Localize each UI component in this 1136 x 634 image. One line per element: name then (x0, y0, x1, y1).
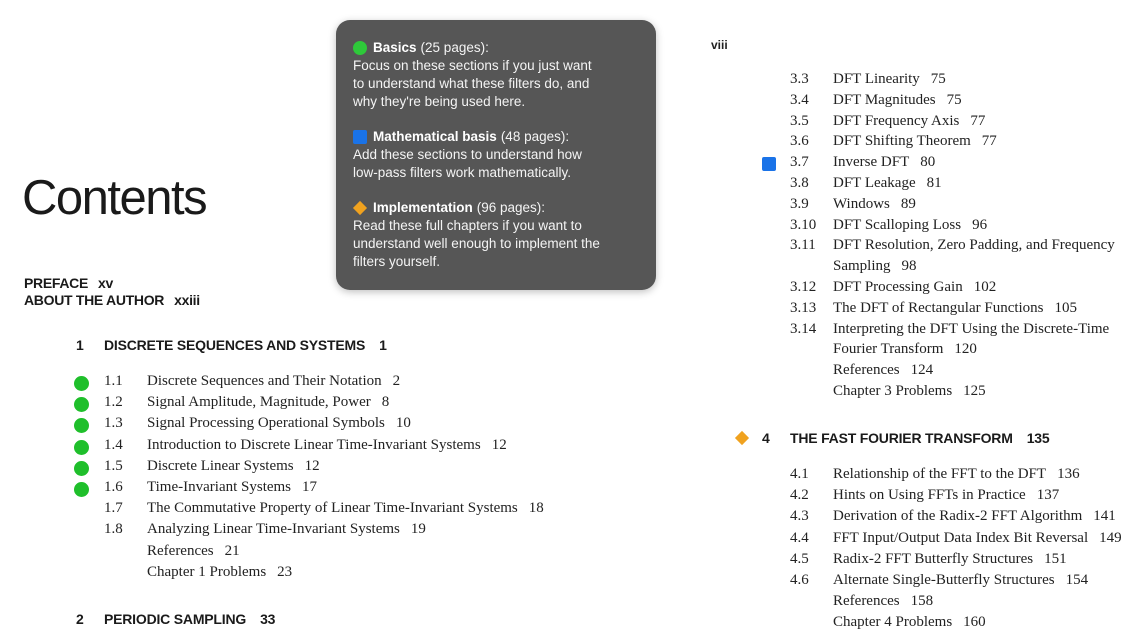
section-number: 3.10 (790, 216, 817, 233)
section-page: 2 (392, 373, 401, 389)
preface-label: PREFACE (24, 275, 89, 291)
chapter-title: DISCRETE SEQUENCES AND SYSTEMS (104, 337, 366, 353)
section-number: 3.12 (790, 279, 817, 295)
basics-green-dot-icon (74, 418, 89, 433)
section-title: Analyzing Linear Time-Invariant Systems (147, 521, 400, 538)
section-entry (833, 154, 935, 171)
section-number: 3.4 (790, 91, 809, 108)
section-title: FFT Input/Output Data Index Bit Reversal (833, 529, 1089, 546)
legend-popup (336, 20, 656, 290)
section-entry (833, 279, 996, 296)
section-page: 89 (900, 195, 916, 212)
section-title: DFT Magnitudes (833, 91, 936, 108)
section-entry (833, 92, 962, 109)
legend-impl-label: Implementation (373, 200, 473, 215)
section-title: Discrete Sequences and Their Notation (147, 373, 382, 389)
section-entry (833, 487, 1059, 504)
section-entry (833, 321, 1120, 338)
section-number: 3.9 (790, 195, 809, 212)
implementation-diamond-icon (735, 431, 749, 445)
section-entry (147, 373, 400, 390)
section-title: Chapter 3 Problems (833, 383, 953, 399)
section-title: DFT Leakage (833, 175, 916, 191)
section-title: DFT Processing Gain (833, 279, 963, 295)
chapter-number: 1 (76, 337, 84, 353)
orange-diamond-icon (353, 201, 367, 215)
section-entry (833, 572, 1088, 589)
section-title: Signal Amplitude, Magnitude, Power (147, 394, 371, 411)
legend-basics-line: why they're being used here. (353, 94, 526, 109)
legend-basics-count: (25 pages): (420, 40, 489, 55)
section-number: 1.5 (104, 457, 123, 474)
section-page: 81 (926, 175, 942, 191)
chapter-number: 2 (76, 611, 84, 627)
section-title: Hints on Using FFTs in Practice (833, 487, 1026, 504)
section-title: DFT Shifting Theorem (833, 133, 971, 150)
section-number: 1.6 (104, 479, 123, 495)
section-page: 10 (395, 415, 411, 432)
section-page: 12 (304, 457, 320, 474)
section-entry (147, 458, 320, 475)
about-author-entry[interactable] (24, 292, 200, 308)
section-number: 1.1 (104, 373, 123, 389)
section-title: References (833, 362, 900, 379)
section-entry (833, 258, 917, 275)
chapter-title: THE FAST FOURIER TRANSFORM (790, 430, 1013, 446)
section-number: 3.14 (790, 320, 817, 337)
section-title: Discrete Linear Systems (147, 457, 294, 474)
section-entry (833, 614, 986, 631)
section-page: 23 (277, 563, 293, 580)
section-number: 3.13 (790, 299, 817, 316)
section-page: 124 (910, 362, 934, 379)
section-entry (147, 500, 544, 517)
basics-green-dot-icon (74, 397, 89, 412)
legend-impl-line: Read these full chapters if you want to (353, 218, 582, 233)
section-entry (833, 217, 987, 234)
section-page: 75 (946, 91, 962, 108)
section-entry (833, 133, 997, 150)
preface-entry[interactable] (24, 275, 113, 291)
legend-math-label: Mathematical basis (373, 129, 497, 144)
legend-basics-line: Focus on these sections if you just want (353, 58, 592, 73)
section-page: 158 (910, 593, 934, 610)
chapter-title: PERIODIC SAMPLING (104, 611, 247, 627)
section-page: 105 (1054, 299, 1078, 316)
section-number: 3.8 (790, 175, 809, 191)
section-entry (147, 479, 317, 496)
section-title: Alternate Single-Butterfly Structures (833, 572, 1055, 588)
legend-basics (353, 39, 638, 111)
section-number: 1.2 (104, 394, 123, 411)
basics-green-dot-icon (74, 376, 89, 391)
chapter-page: 1 (379, 337, 387, 353)
basics-green-dot-icon (74, 461, 89, 476)
legend-math-count: (48 pages): (500, 129, 570, 144)
section-title: The DFT of Rectangular Functions (833, 299, 1044, 316)
section-page: 19 (410, 521, 426, 538)
section-number: 3.3 (790, 71, 809, 87)
section-page: 17 (302, 479, 318, 495)
green-circle-icon (353, 41, 367, 55)
section-entry (833, 300, 1077, 317)
section-entry (833, 383, 986, 400)
section-entry (833, 508, 1116, 525)
section-title: Fourier Transform (833, 341, 944, 358)
section-title: DFT Frequency Axis (833, 112, 960, 129)
section-entry (833, 237, 1126, 254)
section-page: 77 (970, 112, 986, 129)
section-title: Inverse DFT (833, 154, 910, 171)
section-title: DFT Resolution, Zero Padding, and Frequency (833, 237, 1115, 254)
section-page: 8 (381, 394, 390, 411)
section-entry (147, 521, 426, 538)
section-number: 4.3 (790, 508, 809, 525)
section-entry (147, 543, 240, 560)
section-title: Radix-2 FFT Butterfly Structures (833, 550, 1034, 567)
section-entry (833, 593, 933, 610)
section-entry (833, 341, 977, 358)
section-number: 4.6 (790, 572, 809, 588)
section-page: 137 (1036, 487, 1060, 504)
section-title: Time-Invariant Systems (147, 479, 292, 495)
blue-square-icon (353, 130, 367, 144)
section-page: 141 (1093, 508, 1116, 525)
chapter-2-heading[interactable] (76, 611, 275, 627)
section-entry (147, 564, 292, 581)
page-number: viii (711, 38, 728, 52)
section-number: 3.11 (790, 237, 816, 254)
section-page: 102 (973, 279, 997, 295)
chapter-page: 135 (1026, 430, 1050, 446)
section-title: The Commutative Property of Linear Time-Invariant Systems (147, 500, 518, 517)
section-page: 18 (528, 500, 544, 517)
contents-title: Contents (22, 171, 207, 225)
basics-green-dot-icon (74, 482, 89, 497)
section-entry (147, 415, 411, 432)
section-number: 4.4 (790, 529, 809, 546)
section-page: 136 (1057, 466, 1080, 482)
section-title: Signal Processing Operational Symbols (147, 415, 385, 432)
section-title: Windows (833, 195, 890, 212)
section-title: Introduction to Discrete Linear Time-Invariant Systems (147, 436, 481, 453)
chapter-number: 4 (762, 430, 770, 446)
section-title: Chapter 1 Problems (147, 563, 267, 580)
legend-impl (353, 199, 638, 271)
section-page: 98 (901, 258, 917, 275)
section-entry (833, 196, 916, 213)
chapter-page: 33 (260, 611, 276, 627)
chapter-1-heading[interactable] (76, 337, 387, 353)
section-number: 1.3 (104, 415, 123, 432)
about-author-page: xxiii (174, 292, 200, 308)
section-title: Sampling (833, 258, 891, 275)
legend-math-line: low-pass filters work mathematically. (353, 165, 572, 180)
section-page: 80 (920, 154, 936, 171)
section-entry (833, 362, 933, 379)
section-number: 4.5 (790, 550, 809, 567)
section-title: Chapter 4 Problems (833, 614, 953, 631)
section-entry (833, 175, 942, 192)
basics-green-dot-icon (74, 440, 89, 455)
section-title: References (833, 593, 900, 610)
section-page: 96 (972, 216, 988, 233)
section-number: 1.8 (104, 521, 123, 538)
section-title: References (147, 542, 214, 559)
legend-basics-label: Basics (373, 40, 417, 55)
section-page: 12 (491, 436, 507, 453)
section-entry (833, 71, 946, 88)
section-entry (147, 394, 389, 411)
about-author-label: ABOUT THE AUTHOR (24, 292, 165, 308)
section-page: 160 (963, 614, 986, 631)
legend-math (353, 128, 638, 182)
preface-page: xv (98, 275, 114, 291)
legend-impl-count: (96 pages): (476, 200, 546, 215)
section-page: 120 (954, 341, 977, 358)
section-entry (833, 466, 1080, 483)
section-title: DFT Linearity (833, 71, 920, 87)
section-page: 154 (1065, 572, 1089, 588)
legend-math-line: Add these sections to understand how (353, 147, 582, 162)
section-title: Derivation of the Radix-2 FFT Algorithm (833, 508, 1083, 525)
section-entry (833, 551, 1067, 568)
section-number: 3.7 (790, 154, 809, 171)
section-entry (833, 530, 1122, 547)
section-title: Interpreting the DFT Using the Discrete-Time (833, 320, 1110, 337)
section-page: 151 (1044, 550, 1067, 567)
section-page: 75 (930, 71, 946, 87)
section-page: 21 (224, 542, 240, 559)
section-number: 4.1 (790, 466, 809, 482)
section-number: 3.5 (790, 112, 809, 129)
section-page: 125 (963, 383, 986, 399)
section-title: Relationship of the FFT to the DFT (833, 466, 1047, 482)
section-title: DFT Scalloping Loss (833, 216, 962, 233)
math-blue-square-icon (762, 157, 776, 171)
section-page: 77 (981, 133, 997, 150)
legend-impl-line: understand well enough to implement the (353, 236, 600, 251)
section-entry (833, 113, 985, 130)
section-number: 4.2 (790, 487, 809, 504)
section-page: 149 (1099, 529, 1122, 546)
legend-impl-line: filters yourself. (353, 254, 441, 269)
section-entry (147, 437, 507, 454)
legend-basics-line: to understand what these filters do, and (353, 76, 590, 91)
section-number: 3.6 (790, 133, 809, 150)
section-number: 1.7 (104, 500, 123, 517)
section-number: 1.4 (104, 436, 123, 453)
chapter-4-heading[interactable] (762, 430, 1049, 446)
